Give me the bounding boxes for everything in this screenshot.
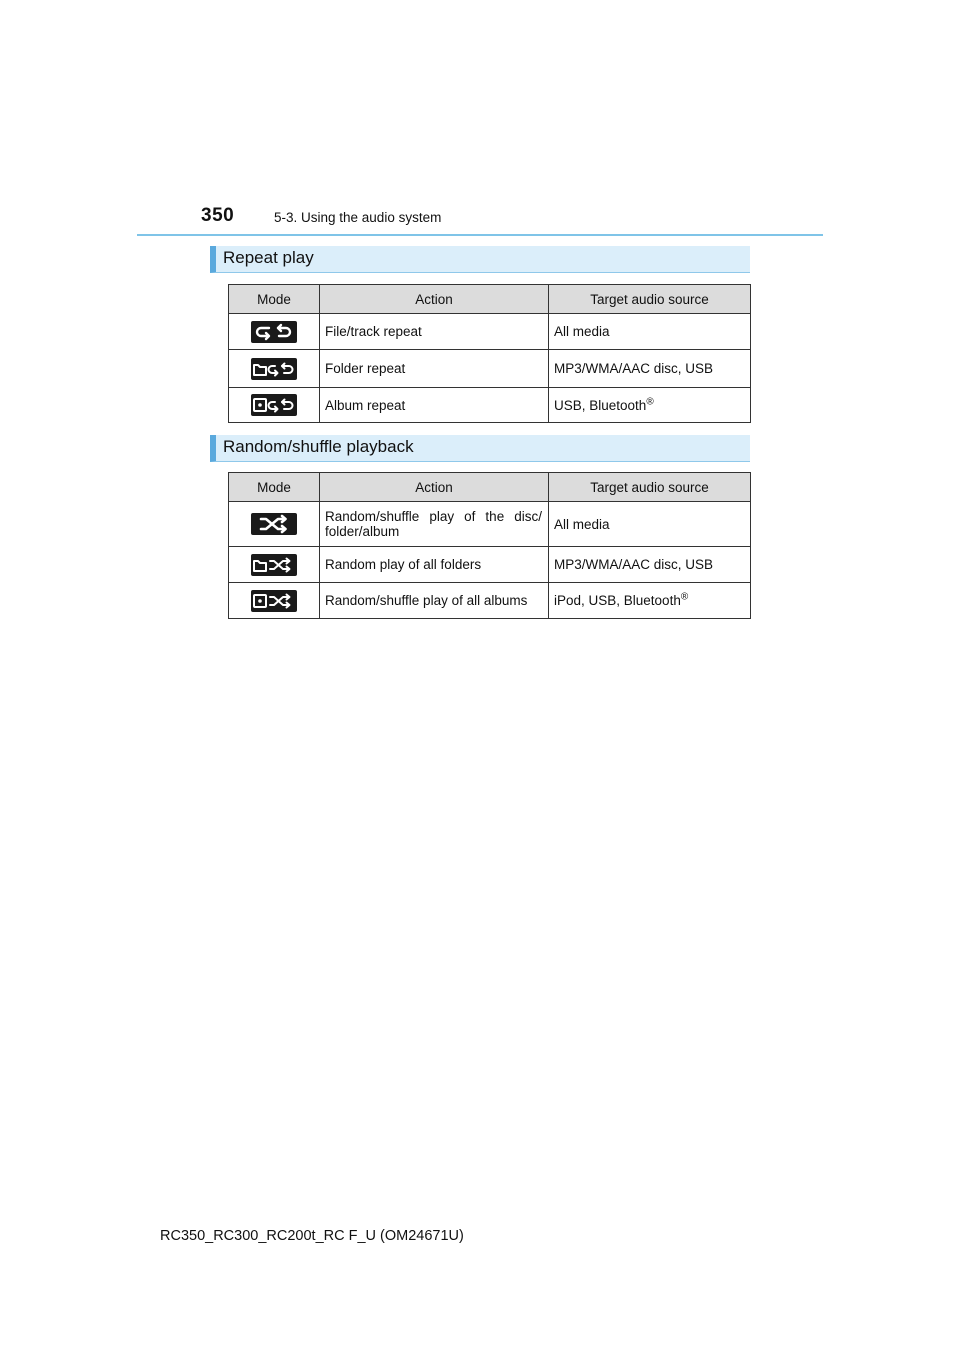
random-shuffle-table — [228, 472, 751, 619]
table-row — [229, 350, 751, 388]
action-cell: Random/shuffle play of the disc/ folder/album — [320, 502, 549, 547]
table-row — [229, 388, 751, 423]
table-header-row — [229, 285, 751, 314]
mode-cell — [229, 350, 320, 388]
table-row — [229, 314, 751, 350]
random-shuffle-heading — [210, 435, 750, 462]
repeat-play-table — [228, 284, 751, 423]
mode-cell — [229, 314, 320, 350]
target-cell: USB, Bluetooth® — [549, 388, 751, 423]
table-row — [229, 502, 751, 547]
table-row — [229, 583, 751, 619]
column-header-mode: Mode — [229, 473, 320, 502]
target-cell: All media — [549, 314, 751, 350]
repeat-play-title: Repeat play — [223, 248, 314, 267]
target-cell: MP3/WMA/AAC disc, USB — [549, 547, 751, 583]
target-cell: MP3/WMA/AAC disc, USB — [549, 350, 751, 388]
mode-cell — [229, 583, 320, 619]
action-cell: Random play of all folders — [320, 547, 549, 583]
action-cell: Folder repeat — [320, 350, 549, 388]
target-cell: All media — [549, 502, 751, 547]
action-cell: Album repeat — [320, 388, 549, 423]
page-number: 350 — [201, 205, 235, 226]
column-header-action: Action — [320, 473, 549, 502]
table-header-row — [229, 473, 751, 502]
target-cell: iPod, USB, Bluetooth® — [549, 583, 751, 619]
column-header-mode: Mode — [229, 285, 320, 314]
column-header-target: Target audio source — [549, 285, 751, 314]
table-row — [229, 547, 751, 583]
folder-repeat-icon — [251, 358, 297, 380]
album-shuffle-icon — [251, 590, 297, 612]
mode-cell — [229, 388, 320, 423]
column-header-target: Target audio source — [549, 473, 751, 502]
document-footer: RC350_RC300_RC200t_RC F_U (OM24671U) — [160, 1228, 464, 1244]
shuffle-icon — [251, 513, 297, 535]
mode-cell — [229, 502, 320, 547]
random-shuffle-title: Random/shuffle playback — [223, 437, 414, 456]
folder-shuffle-icon — [251, 554, 297, 576]
page-header — [137, 200, 823, 236]
action-cell: Random/shuffle play of all albums — [320, 583, 549, 619]
album-repeat-icon — [251, 394, 297, 416]
repeat-play-heading — [210, 246, 750, 273]
column-header-action: Action — [320, 285, 549, 314]
mode-cell — [229, 547, 320, 583]
action-cell: File/track repeat — [320, 314, 549, 350]
section-breadcrumb: 5-3. Using the audio system — [274, 210, 442, 225]
track-repeat-icon — [251, 321, 297, 343]
